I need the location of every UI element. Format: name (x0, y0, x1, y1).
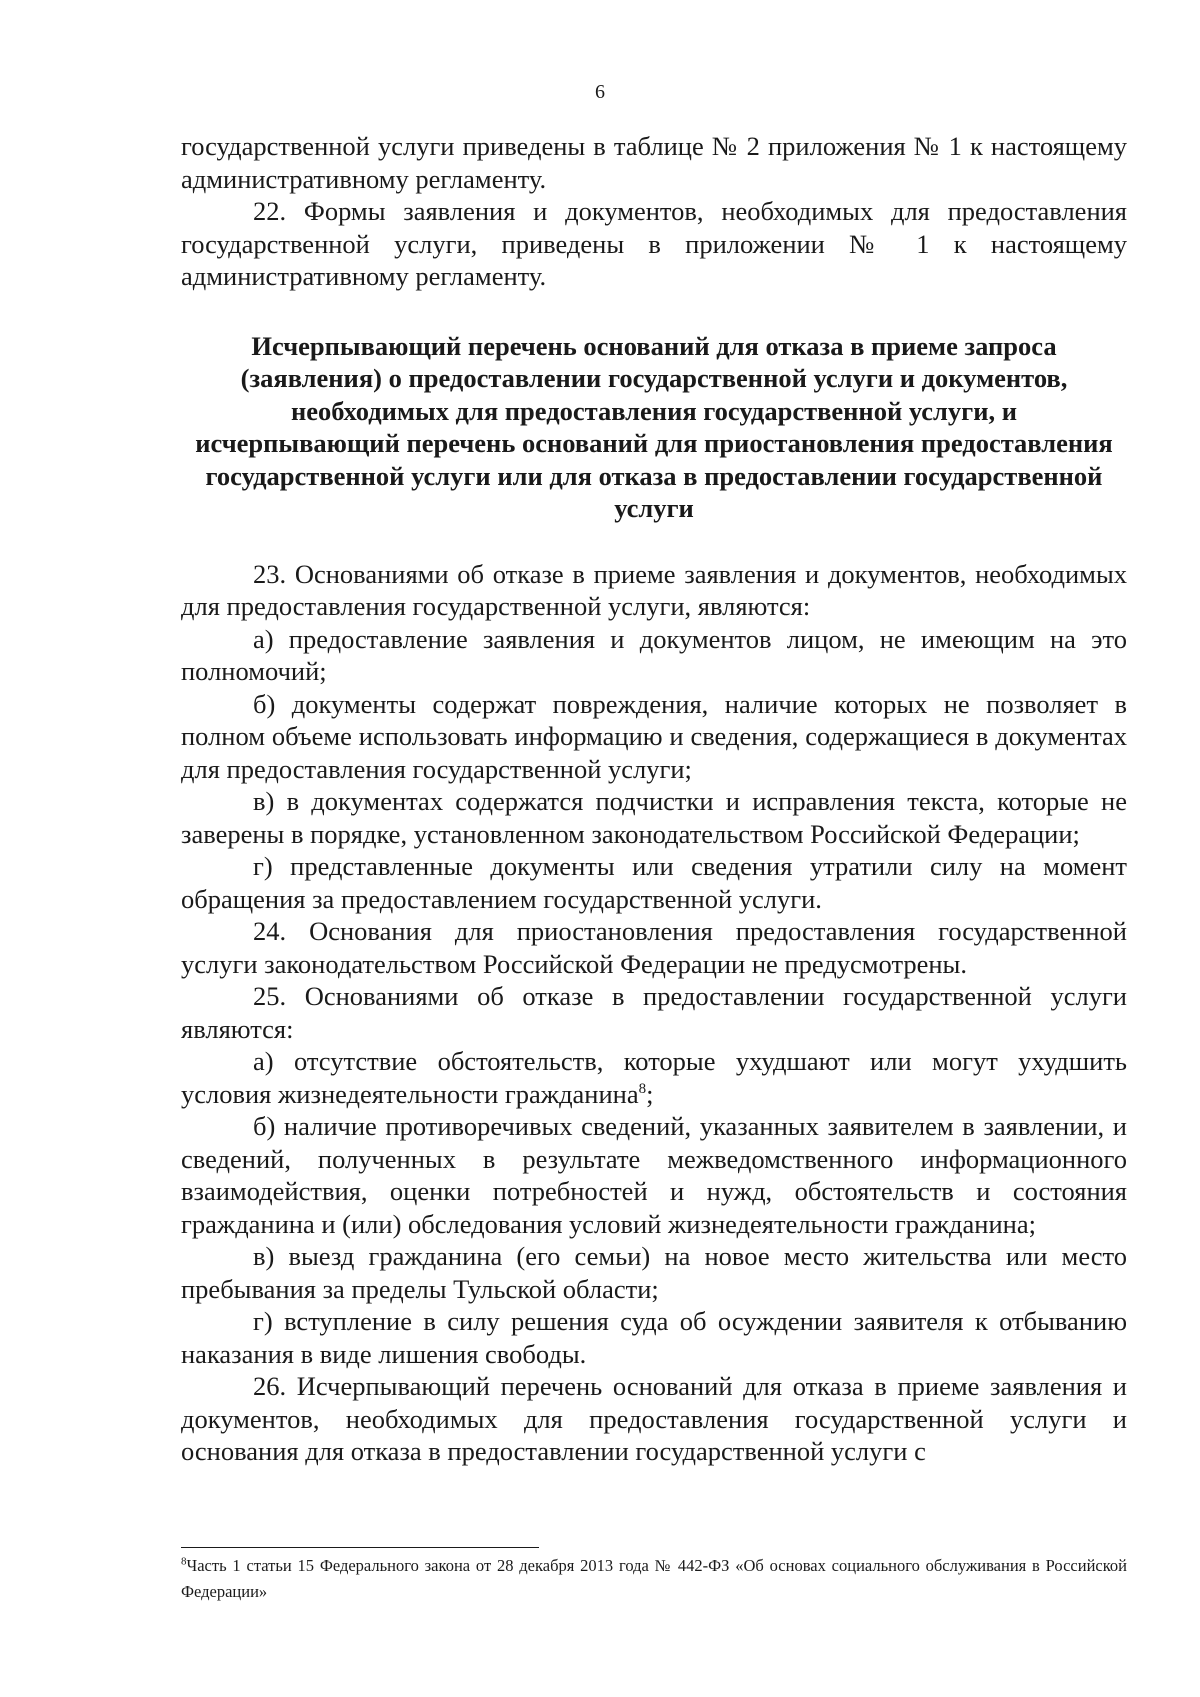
paragraph-22: 22. Формы заявления и документов, необходимых для предоставления государственной услуги, приведены в приложении № 1 к настоящему административному регламенту. (181, 196, 1127, 291)
paragraph-25b: б) наличие противоречивых сведений, указанных заявителем в заявлении, и сведений, полученных в результате межведомственного информационного взаимодействия, оценки потребностей и нужд, обстоятельств и состояния гражданина и (или) обследования условий жизнедеятельности гражданина; (181, 1111, 1127, 1239)
paragraph-24: 24. Основания для приостановления предоставления государственной услуги законодательством Российской Федерации не предусмотрены. (181, 916, 1127, 979)
paragraph-25v: в) выезд гражданина (его семьи) на новое место жительства или место пребывания за пределы Тульской области; (181, 1241, 1127, 1304)
section-heading: Исчерпывающий перечень оснований для отказа в приеме запроса (заявления) о предоставлении государственной услуги и документов, необходимых для предоставления государственной услуги, и исчерпывающий перечень оснований для приостановления предоставления государственной услуги или для отказа в предоставлении государственной услуги (195, 330, 1113, 523)
footnote-text: Часть 1 статьи 15 Федерального закона от 28 декабря 2013 года № 442-ФЗ «Об основах социального обслуживания в Российской Федерации» (181, 1556, 1127, 1601)
paragraph-25a-text: а) отсутствие обстоятельств, которые ухудшают или могут ухудшить условия жизнедеятельности гражданина (181, 1046, 1127, 1109)
paragraph-23a: а) предоставление заявления и документов лицом, не имеющим на это полномочий; (181, 623, 1127, 686)
footnote-reference: 8 (638, 1080, 647, 1097)
paragraph-25a-end: ; (646, 1078, 654, 1109)
paragraph-25g: г) вступление в силу решения суда об осуждении заявителя к отбыванию наказания в виде лишения свободы. (181, 1306, 1127, 1369)
footnote-mark: 8 (181, 1555, 187, 1568)
paragraph-continuation: государственной услуги приведены в таблице № 2 приложения № 1 к настоящему административному регламенту. (181, 131, 1127, 194)
paragraph-23v: в) в документах содержатся подчистки и исправления текста, которые не заверены в порядке, установленном законодательством Российской Федерации; (181, 786, 1127, 849)
body-text (181, 130, 1127, 1468)
footnote-divider (181, 1547, 539, 1548)
paragraph-23b: б) документы содержат повреждения, наличие которых не позволяет в полном объеме использовать информацию и сведения, содержащиеся в документах для предоставления государственной услуги; (181, 688, 1127, 784)
paragraph-25: 25. Основаниями об отказе в предоставлении государственной услуги являются: (181, 981, 1127, 1044)
paragraph-25a (181, 1045, 1127, 1110)
paragraph-26: 26. Исчерпывающий перечень оснований для отказа в приеме заявления и документов, необходимых для предоставления государственной услуги и основания для отказа в предоставлении государственной услуги с (181, 1371, 1127, 1466)
footnote (181, 1553, 1127, 1605)
paragraph-23: 23. Основаниями об отказе в приеме заявления и документов, необходимых для предоставления государственной услуги, являются: (181, 558, 1127, 621)
page-number: 6 (595, 81, 605, 103)
paragraph-23g: г) представленные документы или сведения утратили силу на момент обращения за предоставлением государственной услуги. (181, 851, 1127, 914)
